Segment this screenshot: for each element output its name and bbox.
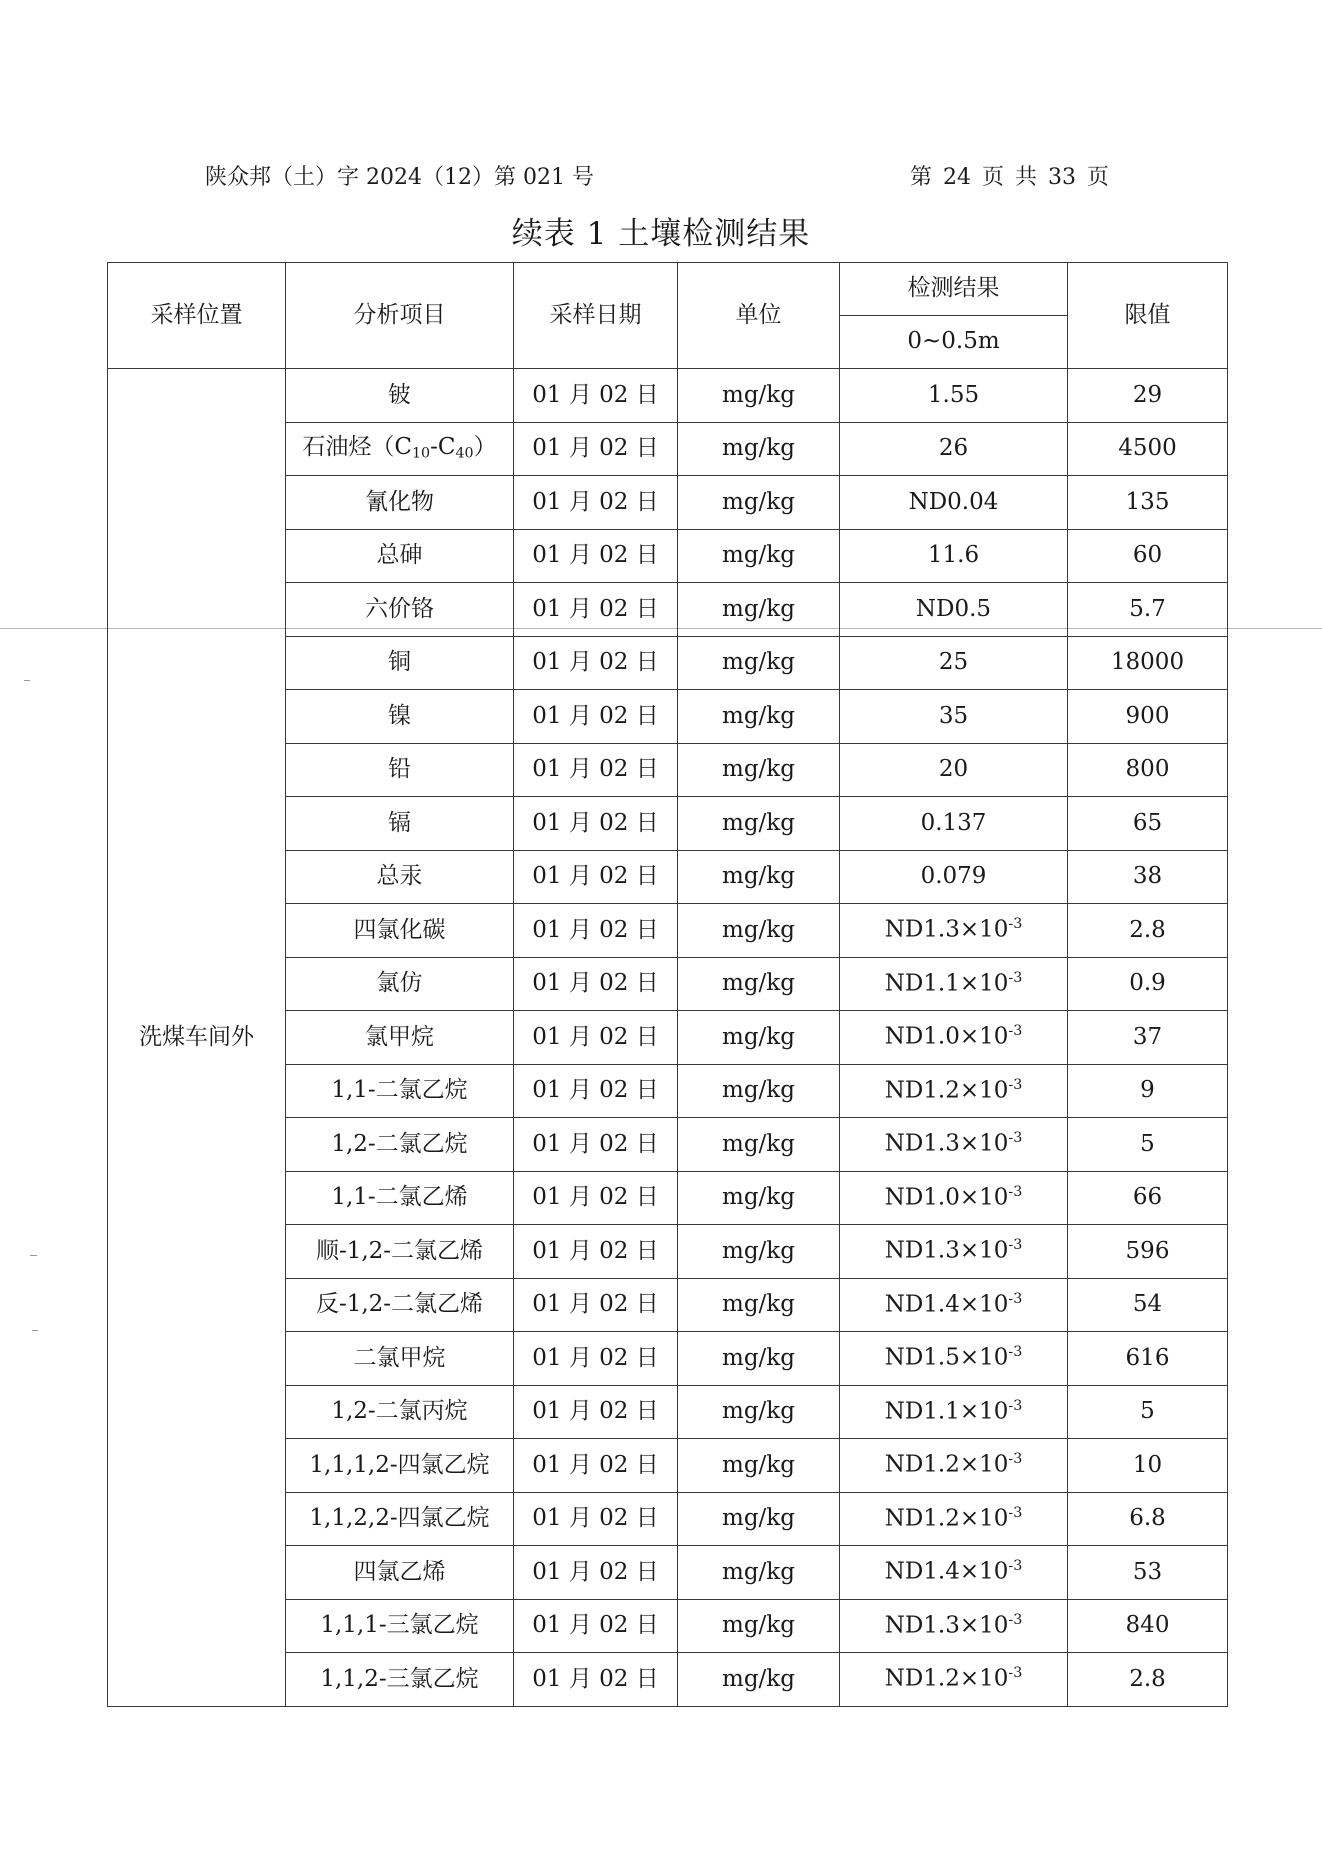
unit: mg/kg [678,850,840,904]
sampling-date: 01 月 02 日 [514,1118,678,1172]
limit-value: 54 [1068,1278,1228,1332]
header-unit: 单位 [678,263,840,369]
sampling-date: 01 月 02 日 [514,422,678,476]
result-exponent: -3 [1008,1344,1023,1361]
test-result: 26 [840,422,1068,476]
sampling-date: 01 月 02 日 [514,1332,678,1386]
unit: mg/kg [678,797,840,851]
result-base: ND1.2×10 [884,1451,1009,1478]
unit: mg/kg [678,904,840,958]
result-base: ND1.3×10 [884,1612,1009,1639]
limit-value: 5 [1068,1385,1228,1439]
unit: mg/kg [678,1653,840,1707]
unit: mg/kg [678,743,840,797]
header-item: 分析项目 [286,263,514,369]
result-exponent: -3 [1008,916,1023,933]
limit-value: 18000 [1068,636,1228,690]
analysis-item: 顺-1,2-二氯乙烯 [286,1225,514,1279]
unit: mg/kg [678,1225,840,1279]
analysis-item: 镍 [286,690,514,744]
limit-value: 0.9 [1068,957,1228,1011]
table-row [108,369,1228,423]
sampling-date: 01 月 02 日 [514,1546,678,1600]
test-result [840,1439,1068,1493]
sampling-location: 洗煤车间外 [108,369,286,1707]
test-result [840,1118,1068,1172]
unit: mg/kg [678,1385,840,1439]
limit-value: 29 [1068,369,1228,423]
item-text: 石油烃（C [302,434,412,461]
test-result [840,1546,1068,1600]
test-result [840,957,1068,1011]
limit-value: 2.8 [1068,1653,1228,1707]
result-exponent: -3 [1008,1023,1023,1040]
sampling-date: 01 月 02 日 [514,1011,678,1065]
result-exponent: -3 [1008,1611,1023,1628]
header-result: 检测结果 [840,263,1068,316]
test-result [840,1064,1068,1118]
result-base: ND1.4×10 [884,1558,1009,1585]
unit: mg/kg [678,1011,840,1065]
unit: mg/kg [678,422,840,476]
sampling-date: 01 月 02 日 [514,850,678,904]
sampling-date: 01 月 02 日 [514,1599,678,1653]
result-exponent: -3 [1008,1665,1023,1682]
result-exponent: -3 [1008,1451,1023,1468]
test-result [840,1385,1068,1439]
limit-value: 2.8 [1068,904,1228,958]
result-base: ND1.3×10 [884,1237,1009,1264]
result-base: ND1.2×10 [884,1077,1009,1104]
sampling-date: 01 月 02 日 [514,957,678,1011]
result-base: ND1.0×10 [884,1023,1009,1050]
sampling-date: 01 月 02 日 [514,1439,678,1493]
result-exponent: -3 [1008,1237,1023,1254]
analysis-item: 1,2-二氯丙烷 [286,1385,514,1439]
limit-value: 616 [1068,1332,1228,1386]
sampling-date: 01 月 02 日 [514,636,678,690]
unit: mg/kg [678,1492,840,1546]
result-base: ND1.3×10 [884,1130,1009,1157]
limit-value: 37 [1068,1011,1228,1065]
analysis-item: 总汞 [286,850,514,904]
limit-value: 38 [1068,850,1228,904]
result-exponent: -3 [1008,1397,1023,1414]
test-result [840,1171,1068,1225]
sampling-date: 01 月 02 日 [514,1171,678,1225]
analysis-item: 氰化物 [286,476,514,530]
item-subscript: 40 [455,445,474,462]
scan-speck [32,1330,38,1331]
sampling-date: 01 月 02 日 [514,1385,678,1439]
test-result: 0.137 [840,797,1068,851]
limit-value: 9 [1068,1064,1228,1118]
unit: mg/kg [678,1278,840,1332]
analysis-item: 1,1,1-三氯乙烷 [286,1599,514,1653]
analysis-item: 总砷 [286,529,514,583]
header-depth: 0~0.5m [840,316,1068,369]
unit: mg/kg [678,1599,840,1653]
test-result: 0.079 [840,850,1068,904]
test-result: 35 [840,690,1068,744]
unit: mg/kg [678,1546,840,1600]
result-base: ND1.5×10 [884,1344,1009,1371]
unit: mg/kg [678,1118,840,1172]
analysis-item: 1,1,1,2-四氯乙烷 [286,1439,514,1493]
result-base: ND1.1×10 [884,1398,1009,1425]
sampling-date: 01 月 02 日 [514,583,678,637]
result-exponent: -3 [1008,1504,1023,1521]
sampling-date: 01 月 02 日 [514,743,678,797]
sampling-date: 01 月 02 日 [514,1278,678,1332]
limit-value: 5 [1068,1118,1228,1172]
page-info: 第 24 页 共 33 页 [910,165,1109,190]
result-base: ND1.2×10 [884,1665,1009,1692]
analysis-item: 反-1,2-二氯乙烯 [286,1278,514,1332]
limit-value: 4500 [1068,422,1228,476]
result-base: ND1.4×10 [884,1291,1009,1318]
unit: mg/kg [678,1439,840,1493]
test-result: 1.55 [840,369,1068,423]
limit-value: 840 [1068,1599,1228,1653]
analysis-item: 1,2-二氯乙烷 [286,1118,514,1172]
sampling-date: 01 月 02 日 [514,1064,678,1118]
item-text: -C [430,434,456,461]
analysis-item: 1,1,2,2-四氯乙烷 [286,1492,514,1546]
sampling-date: 01 月 02 日 [514,797,678,851]
sampling-date: 01 月 02 日 [514,529,678,583]
test-result: ND0.5 [840,583,1068,637]
limit-value: 6.8 [1068,1492,1228,1546]
limit-value: 135 [1068,476,1228,530]
test-result [840,904,1068,958]
limit-value: 5.7 [1068,583,1228,637]
analysis-item: 氯甲烷 [286,1011,514,1065]
unit: mg/kg [678,957,840,1011]
test-result [840,1492,1068,1546]
result-exponent: -3 [1008,969,1023,986]
report-number: 陕众邦（土）字 2024（12）第 021 号 [205,165,594,190]
sampling-date: 01 月 02 日 [514,904,678,958]
analysis-item: 铍 [286,369,514,423]
analysis-item: 二氯甲烷 [286,1332,514,1386]
analysis-item: 铜 [286,636,514,690]
unit: mg/kg [678,583,840,637]
limit-value: 596 [1068,1225,1228,1279]
test-result [840,1653,1068,1707]
limit-value: 65 [1068,797,1228,851]
header-date: 采样日期 [514,263,678,369]
limit-value: 60 [1068,529,1228,583]
limit-value: 66 [1068,1171,1228,1225]
header-row [108,263,1228,316]
analysis-item: 氯仿 [286,957,514,1011]
header-location: 采样位置 [108,263,286,369]
limit-value: 900 [1068,690,1228,744]
sampling-date: 01 月 02 日 [514,369,678,423]
scan-speck [24,680,30,681]
item-subscript: 10 [411,445,431,462]
unit: mg/kg [678,529,840,583]
analysis-item: 铅 [286,743,514,797]
analysis-item: 四氯化碳 [286,904,514,958]
sampling-date: 01 月 02 日 [514,690,678,744]
analysis-item: 1,1-二氯乙烯 [286,1171,514,1225]
limit-value: 53 [1068,1546,1228,1600]
result-base: ND1.1×10 [884,970,1009,997]
test-result [840,1225,1068,1279]
sampling-date: 01 月 02 日 [514,1492,678,1546]
result-exponent: -3 [1008,1183,1023,1200]
unit: mg/kg [678,369,840,423]
result-exponent: -3 [1008,1076,1023,1093]
page-title: 续表 1 土壤检测结果 [511,216,811,252]
analysis-item: 四氯乙烯 [286,1546,514,1600]
results-table [107,262,1228,1707]
test-result [840,1011,1068,1065]
analysis-item: 1,1,2-三氯乙烷 [286,1653,514,1707]
unit: mg/kg [678,636,840,690]
test-result: 11.6 [840,529,1068,583]
sampling-date: 01 月 02 日 [514,1653,678,1707]
result-exponent: -3 [1008,1558,1023,1575]
sampling-date: 01 月 02 日 [514,476,678,530]
header-limit: 限值 [1068,263,1228,369]
limit-value: 800 [1068,743,1228,797]
scan-speck [30,1255,37,1256]
item-text: ） [473,434,497,461]
limit-value: 10 [1068,1439,1228,1493]
result-base: ND1.3×10 [884,916,1009,943]
test-result [840,1599,1068,1653]
unit: mg/kg [678,1064,840,1118]
result-exponent: -3 [1008,1130,1023,1147]
analysis-item [286,422,514,476]
analysis-item: 镉 [286,797,514,851]
test-result: 25 [840,636,1068,690]
test-result [840,1332,1068,1386]
test-result: ND0.04 [840,476,1068,530]
unit: mg/kg [678,690,840,744]
result-exponent: -3 [1008,1290,1023,1307]
unit: mg/kg [678,1332,840,1386]
test-result: 20 [840,743,1068,797]
unit: mg/kg [678,476,840,530]
analysis-item: 六价铬 [286,583,514,637]
result-base: ND1.2×10 [884,1505,1009,1532]
test-result [840,1278,1068,1332]
analysis-item: 1,1-二氯乙烷 [286,1064,514,1118]
result-base: ND1.0×10 [884,1184,1009,1211]
unit: mg/kg [678,1171,840,1225]
sampling-date: 01 月 02 日 [514,1225,678,1279]
